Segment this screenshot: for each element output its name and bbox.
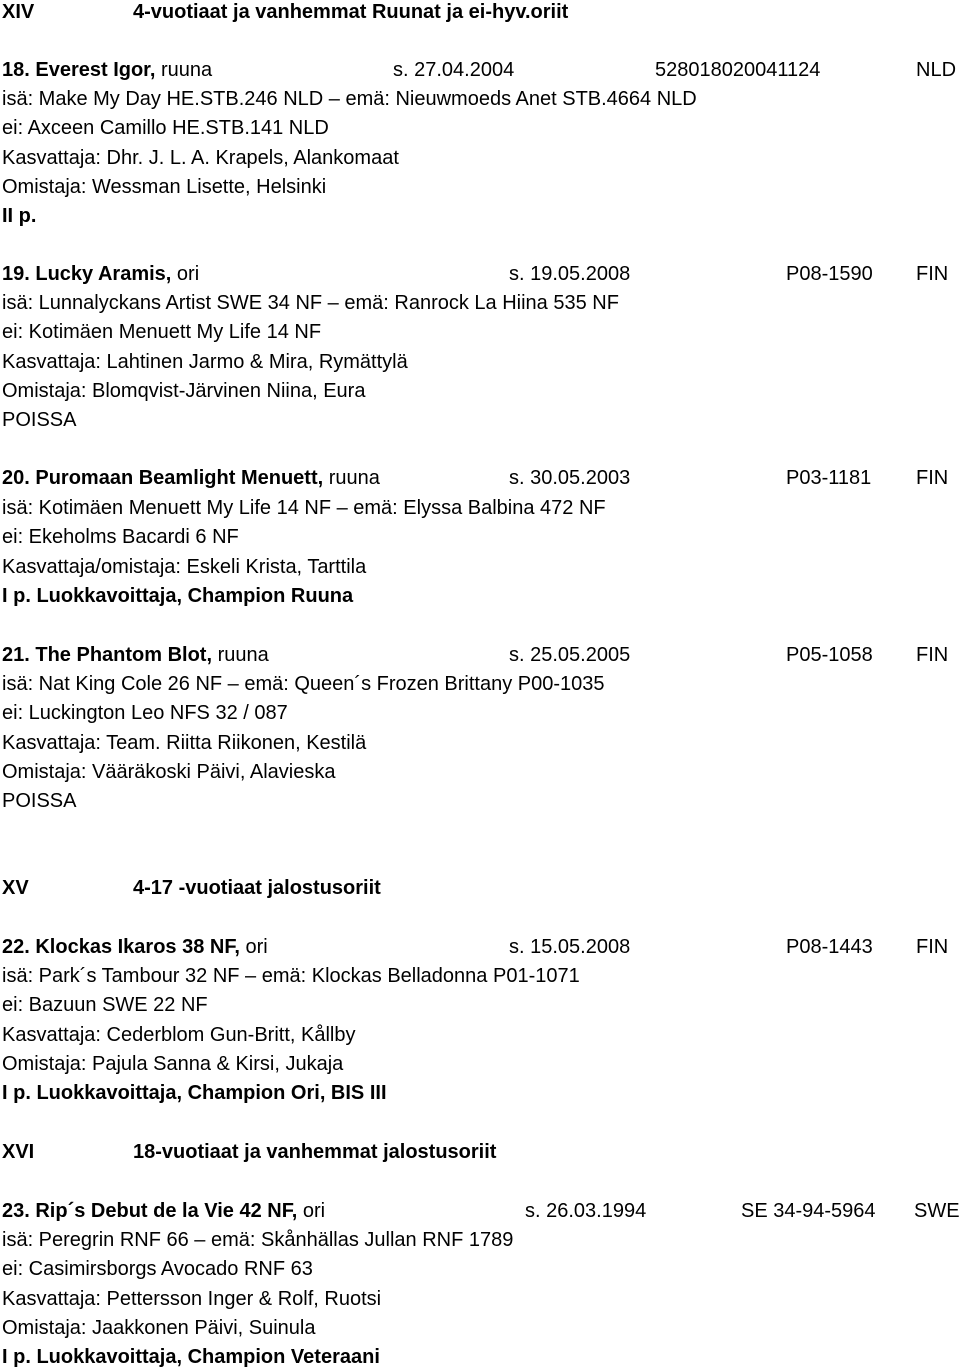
- entry-damsire: ei: Axceen Camillo HE.STB.141 NLD: [2, 117, 329, 139]
- entry-damsire: ei: Kotimäen Menuett My Life 14 NF: [2, 321, 322, 343]
- entry-sire-dam: isä: Peregrin RNF 66 – emä: Skånhällas Jullan RNF 1789: [2, 1229, 514, 1251]
- class-number: XVI: [2, 1141, 35, 1163]
- entry-reg: P03-1181: [786, 467, 872, 489]
- entry-birth: s. 30.05.2003: [509, 467, 631, 489]
- entry-damsire: ei: Ekeholms Bacardi 6 NF: [2, 526, 239, 548]
- entry-owner: Omistaja: Blomqvist-Järvinen Niina, Eura: [2, 380, 366, 402]
- entry-reg: 528018020041124: [655, 59, 821, 81]
- class-title: 4-vuotiaat ja vanhemmat Ruunat ja ei-hyv.oriit: [133, 1, 569, 23]
- entry-country: FIN: [916, 467, 949, 489]
- entry-result: I p. Luokkavoittaja, Champion Veteraani: [2, 1346, 380, 1368]
- entry-country: FIN: [916, 936, 949, 958]
- entry-owner: Omistaja: Jaakkonen Päivi, Suinula: [2, 1317, 316, 1339]
- entry-title-line: [2, 262, 199, 286]
- entry-sex: ruuna: [160, 59, 213, 81]
- entry-damsire: ei: Bazuun SWE 22 NF: [2, 994, 208, 1016]
- entry-birth: s. 26.03.1994: [525, 1200, 647, 1222]
- entry-owner: Omistaja: Pajula Sanna & Kirsi, Jukaja: [2, 1053, 344, 1075]
- entry-sex: ruuna: [328, 467, 380, 489]
- class-title: 4-17 -vuotiaat jalostusoriit: [133, 877, 381, 899]
- entry-sex: ruuna: [217, 644, 269, 666]
- entry-damsire: ei: Luckington Leo NFS 32 / 087: [2, 702, 288, 724]
- entry-result: I p. Luokkavoittaja, Champion Ruuna: [2, 585, 354, 607]
- entry-result: I p. Luokkavoittaja, Champion Ori, BIS III: [2, 1082, 387, 1104]
- entry-result: POISSA: [2, 409, 77, 431]
- entry-country: NLD: [916, 59, 957, 81]
- entry-damsire: ei: Casimirsborgs Avocado RNF 63: [2, 1258, 313, 1280]
- entry-country: FIN: [916, 644, 949, 666]
- entry-breeder: Kasvattaja: Team. Riitta Riikonen, Kestilä: [2, 732, 367, 754]
- entry-breeder: Kasvattaja: Lahtinen Jarmo & Mira, Rymättylä: [2, 351, 408, 373]
- entry-sex: ori: [245, 936, 268, 958]
- entry-birth: s. 15.05.2008: [509, 936, 631, 958]
- entry-owner: Omistaja: Wessman Lisette, Helsinki: [2, 176, 327, 198]
- entry-sex: ori: [176, 263, 200, 285]
- entry-sire-dam: isä: Make My Day HE.STB.246 NLD – emä: Nieuwmoeds Anet STB.4664 NLD: [2, 88, 697, 110]
- entry-name: 20. Puromaan Beamlight Menuett,: [2, 467, 324, 489]
- entry-country: FIN: [916, 263, 949, 285]
- entry-name: 21. The Phantom Blot,: [2, 644, 213, 666]
- entry-sire-dam: isä: Park´s Tambour 32 NF – emä: Klockas Belladonna P01-1071: [2, 965, 580, 987]
- entry-sire-dam: isä: Kotimäen Menuett My Life 14 NF – emä: Elyssa Balbina 472 NF: [2, 497, 606, 519]
- entry-reg: SE 34-94-5964: [741, 1200, 876, 1222]
- entry-result: II p.: [2, 205, 37, 227]
- entry-breeder-owner: Kasvattaja/omistaja: Eskeli Krista, Tarttila: [2, 556, 367, 578]
- entry-title-line: [2, 1199, 325, 1223]
- entry-reg: P08-1590: [786, 263, 873, 285]
- entry-name: 18. Everest Igor,: [2, 59, 156, 81]
- entry-owner: Omistaja: Vääräkoski Päivi, Alavieska: [2, 761, 336, 783]
- class-title: 18-vuotiaat ja vanhemmat jalostusoriit: [133, 1141, 497, 1163]
- entry-title-line: [2, 466, 380, 490]
- entry-reg: P05-1058: [786, 644, 873, 666]
- entry-result: POISSA: [2, 790, 77, 812]
- class-number: XIV: [2, 1, 35, 23]
- entry-breeder: Kasvattaja: Cederblom Gun-Britt, Kållby: [2, 1024, 356, 1046]
- class-number: XV: [2, 877, 29, 899]
- entry-title-line: [2, 935, 268, 959]
- entry-reg: P08-1443: [786, 936, 873, 958]
- entry-name: 19. Lucky Aramis,: [2, 263, 172, 285]
- entry-title-line: [2, 643, 269, 667]
- entry-breeder: Kasvattaja: Dhr. J. L. A. Krapels, Alankomaat: [2, 147, 399, 169]
- entry-sex: ori: [302, 1200, 326, 1222]
- entry-name: 23. Rip´s Debut de la Vie 42 NF,: [2, 1200, 298, 1222]
- entry-birth: s. 19.05.2008: [509, 263, 631, 285]
- entry-title-line: [2, 58, 212, 82]
- entry-birth: s. 25.05.2005: [509, 644, 631, 666]
- entry-country: SWE: [914, 1200, 960, 1222]
- entry-sire-dam: isä: Lunnalyckans Artist SWE 34 NF – emä: Ranrock La Hiina 535 NF: [2, 292, 619, 314]
- entry-name: 22. Klockas Ikaros 38 NF,: [2, 936, 240, 958]
- entry-sire-dam: isä: Nat King Cole 26 NF – emä: Queen´s Frozen Brittany P00-1035: [2, 673, 605, 695]
- entry-birth: s. 27.04.2004: [393, 59, 515, 81]
- entry-breeder: Kasvattaja: Pettersson Inger & Rolf, Ruotsi: [2, 1288, 382, 1310]
